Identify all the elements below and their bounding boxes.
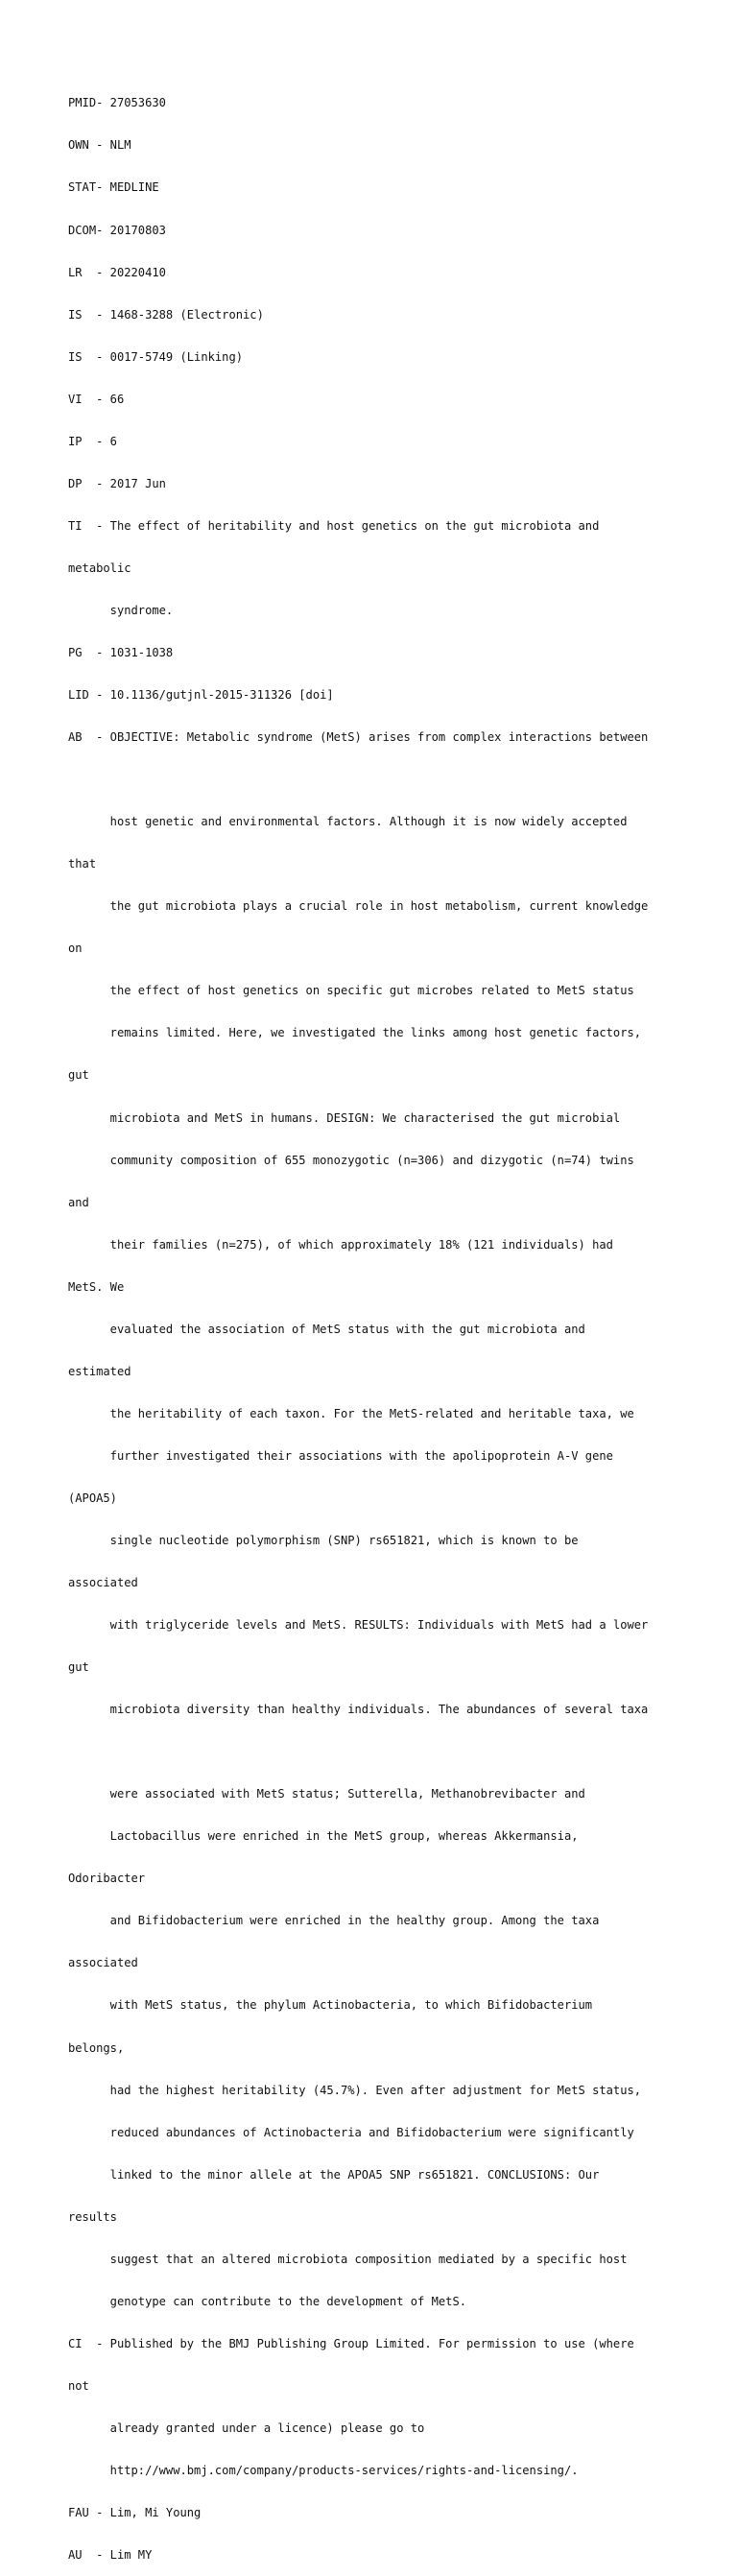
record-line-stat: STAT- MEDLINE	[68, 180, 159, 195]
abstract-line: single nucleotide polymorphism (SNP) rs651821, which is known to be	[68, 1533, 579, 1547]
medline-record	[68, 68, 701, 2576]
abstract-line: community composition of 655 monozygotic (n=306) and dizygotic (n=74) twins	[68, 1153, 634, 1167]
abstract-line: on	[68, 942, 83, 956]
abstract-line: that	[68, 857, 97, 871]
abstract-line: AB - OBJECTIVE: Metabolic syndrome (MetS) arises from complex interactions between	[68, 730, 649, 745]
abstract-line: host genetic and environmental factors. Although it is now widely accepted	[68, 815, 628, 829]
abstract-line: reduced abundances of Actinobacteria and Bifidobacterium were significantly	[68, 2125, 634, 2139]
record-line-copyright-cont: already granted under a licence) please go to	[68, 2421, 425, 2435]
abstract-line: and Bifidobacterium were enriched in the healthy group. Among the taxa	[68, 1914, 600, 1928]
abstract-line: microbiota diversity than healthy individuals. The abundances of several taxa	[68, 1703, 649, 1717]
abstract-line: the effect of host genetics on specific gut microbes related to MetS status	[68, 984, 634, 998]
abstract-line: the heritability of each taxon. For the MetS-related and heritable taxa, we	[68, 1406, 634, 1420]
abstract-line: genotype can contribute to the development of MetS.	[68, 2294, 467, 2308]
record-line-copyright: CI - Published by the BMJ Publishing Group Limited. For permission to use (where	[68, 2336, 634, 2350]
abstract-line: and	[68, 1195, 89, 1209]
abstract-line: results	[68, 2209, 117, 2224]
record-line-own: OWN - NLM	[68, 138, 131, 153]
record-line-volume: VI - 66	[68, 392, 125, 406]
record-line-full-author: FAU - Lim, Mi Young	[68, 2506, 202, 2520]
abstract-line: with triglyceride levels and MetS. RESULTS: Individuals with MetS had a lower	[68, 1618, 649, 1633]
record-line-author: AU - Lim MY	[68, 2548, 153, 2563]
abstract-line: Lactobacillus were enriched in the MetS group, whereas Akkermansia,	[68, 1829, 579, 1844]
record-line-pmid: PMID- 27053630	[68, 96, 166, 110]
abstract-line: suggest that an altered microbiota composition mediated by a specific host	[68, 2252, 628, 2266]
abstract-line: estimated	[68, 1364, 131, 1378]
abstract-line: belongs,	[68, 2040, 125, 2055]
abstract-line: had the highest heritability (45.7%). Even after adjustment for MetS status,	[68, 2083, 642, 2097]
abstract-line	[68, 1745, 701, 1759]
abstract-line: gut	[68, 1660, 89, 1675]
abstract-line	[68, 773, 701, 787]
abstract-line: were associated with MetS status; Sutterella, Methanobrevibacter and	[68, 1787, 585, 1801]
abstract-line: their families (n=275), of which approximately 18% (121 individuals) had	[68, 1237, 613, 1252]
abstract-line: remains limited. Here, we investigated the links among host genetic factors,	[68, 1026, 642, 1040]
record-line-title-wrap: metabolic	[68, 561, 131, 575]
abstract-line: MetS. We	[68, 1279, 125, 1294]
record-line-issn-linking: IS - 0017-5749 (Linking)	[68, 349, 244, 364]
abstract-line: microbiota and MetS in humans. DESIGN: We characterised the gut microbial	[68, 1110, 621, 1125]
abstract-line: linked to the minor allele at the APOA5 SNP rs651821. CONCLUSIONS: Our	[68, 2167, 600, 2182]
record-line-title-cont: syndrome.	[68, 603, 174, 617]
record-line-pages: PG - 1031-1038	[68, 645, 174, 659]
abstract-line: Odoribacter	[68, 1872, 146, 1886]
record-line-issn-electronic: IS - 1468-3288 (Electronic)	[68, 307, 264, 322]
abstract-line: associated	[68, 1956, 138, 1970]
abstract-line: with MetS status, the phylum Actinobacteria, to which Bifidobacterium	[68, 1998, 593, 2013]
record-line-title: TI - The effect of heritability and host genetics on the gut microbiota and	[68, 518, 600, 533]
record-line-lr: LR - 20220410	[68, 265, 166, 279]
record-line-dcom: DCOM- 20170803	[68, 223, 166, 237]
abstract-line: (APOA5)	[68, 1491, 117, 1505]
abstract-line: associated	[68, 1576, 138, 1590]
record-line-issue: IP - 6	[68, 434, 117, 448]
abstract-line: the gut microbiota plays a crucial role in host metabolism, current knowledge	[68, 899, 649, 914]
record-line-lid: LID - 10.1136/gutjnl-2015-311326 [doi]	[68, 688, 334, 703]
abstract-line: evaluated the association of MetS status with the gut microbiota and	[68, 1322, 585, 1336]
abstract-line: further investigated their associations with the apolipoprotein A-V gene	[68, 1448, 613, 1463]
record-line-copyright-url: http://www.bmj.com/company/products-services/rights-and-licensing/.	[68, 2464, 579, 2477]
record-line-date-published: DP - 2017 Jun	[68, 476, 166, 490]
abstract-line: gut	[68, 1068, 89, 1083]
record-line-copyright-wrap: not	[68, 2378, 89, 2393]
